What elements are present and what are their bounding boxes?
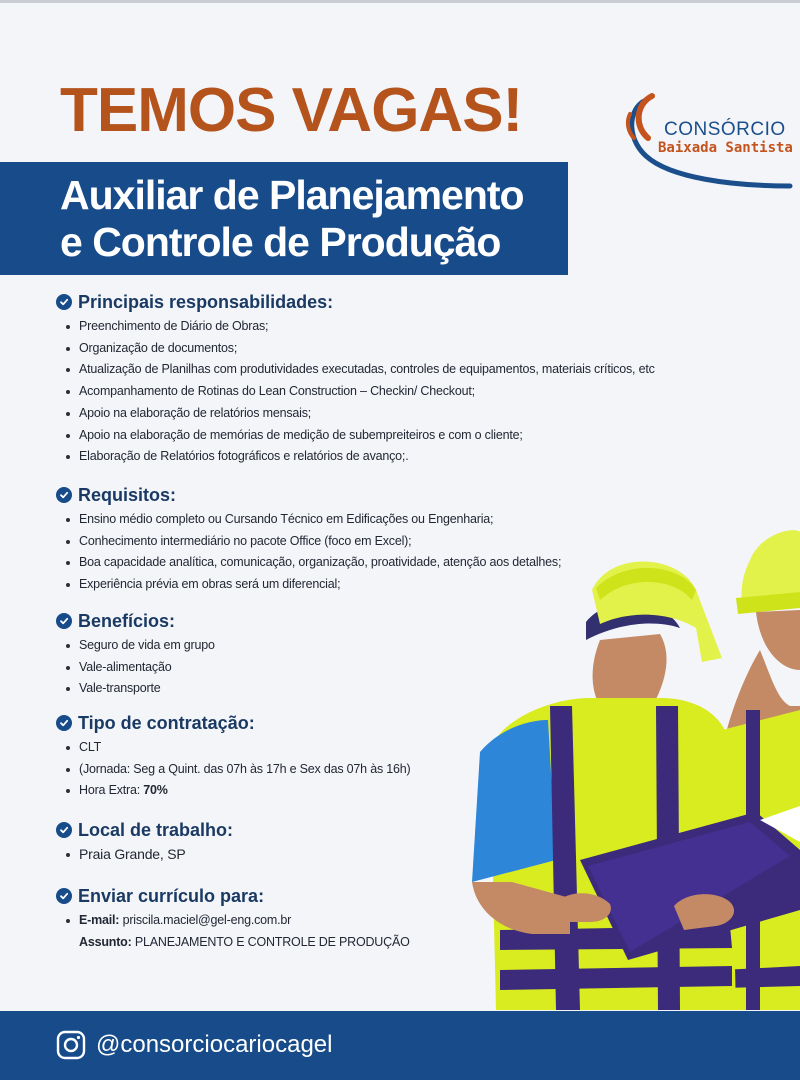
list-item: Apoio na elaboração de memórias de medição de subempreiteiros e com o cliente; bbox=[66, 425, 746, 447]
list-item: (Jornada: Seg a Quint. das 07h às 17h e Sex das 07h às 16h) bbox=[66, 759, 746, 781]
job-title-line-2: e Controle de Produção bbox=[60, 219, 501, 265]
headline: TEMOS VAGAS! bbox=[60, 76, 523, 145]
email-value[interactable]: priscila.maciel@gel-eng.com.br bbox=[122, 913, 292, 927]
construction-workers-icon bbox=[460, 530, 800, 1010]
overtime-value: 70% bbox=[143, 783, 168, 798]
logo-text-sub: Baixada Santista bbox=[658, 140, 793, 156]
list-item: Experiência prévia em obras será um diferencial; bbox=[66, 574, 746, 596]
section-title: Enviar currículo para: bbox=[78, 885, 265, 906]
instagram-handle[interactable]: @consorciocariocagel bbox=[96, 1031, 333, 1058]
section-title: Local de trabalho: bbox=[78, 819, 234, 840]
list-item: Conhecimento intermediário no pacote Office (foco em Excel); bbox=[66, 531, 746, 553]
section-title: Tipo de contratação: bbox=[78, 712, 255, 733]
list-item: CLT bbox=[66, 737, 746, 759]
check-circle-icon bbox=[56, 294, 72, 310]
footer-bar bbox=[0, 1011, 800, 1080]
section-title: Principais responsabilidades: bbox=[78, 291, 334, 312]
instagram-icon[interactable] bbox=[56, 1030, 86, 1060]
list-item: Elaboração de Relatórios fotográficos e relatórios de avanço;. bbox=[66, 446, 746, 468]
list-item: Praia Grande, SP bbox=[66, 844, 746, 866]
subject-value: PLANEJAMENTO E CONTROLE DE PRODUÇÃO bbox=[134, 934, 410, 949]
check-circle-icon bbox=[56, 822, 72, 838]
top-divider bbox=[0, 0, 800, 3]
list-item: Organização de documentos; bbox=[66, 338, 746, 360]
section-title: Benefícios: bbox=[78, 610, 176, 631]
section-title-row bbox=[56, 290, 746, 314]
section-responsibilities bbox=[56, 290, 746, 468]
list-item: Boa capacidade analítica, comunicação, organização, proatividade, atenção aos detalhes; bbox=[66, 552, 746, 574]
responsibilities-list bbox=[56, 316, 746, 468]
email-label: E-mail: bbox=[79, 913, 123, 927]
section-title: Requisitos: bbox=[78, 484, 177, 505]
section-title-row bbox=[56, 483, 746, 507]
job-title-band bbox=[0, 162, 568, 275]
check-circle-icon bbox=[56, 888, 72, 904]
check-circle-icon bbox=[56, 715, 72, 731]
workers-illustration bbox=[460, 530, 800, 1010]
list-item: Apoio na elaboração de relatórios mensais; bbox=[66, 403, 746, 425]
job-title-line-1: Auxiliar de Planejamento bbox=[60, 172, 524, 218]
list-item: Vale-transporte bbox=[66, 678, 746, 700]
list-item: Atualização de Planilhas com produtividades executadas, controles de equipamentos, materiais críticos, etc bbox=[66, 359, 746, 381]
check-circle-icon bbox=[56, 487, 72, 503]
company-logo bbox=[622, 92, 794, 192]
subject-label: Assunto: bbox=[79, 934, 135, 949]
list-item: Preenchimento de Diário de Obras; bbox=[66, 316, 746, 338]
overtime-label: Hora Extra: bbox=[79, 783, 144, 798]
logo-text-main: CONSÓRCIO bbox=[664, 119, 786, 140]
list-item: Seguro de vida em grupo bbox=[66, 635, 746, 657]
list-item: Ensino médio completo ou Cursando Técnico em Edificações ou Engenharia; bbox=[66, 509, 746, 531]
list-item: Vale-alimentação bbox=[66, 657, 746, 679]
check-circle-icon bbox=[56, 613, 72, 629]
list-item: Acompanhamento de Rotinas do Lean Construction – Checkin/ Checkout; bbox=[66, 381, 746, 403]
